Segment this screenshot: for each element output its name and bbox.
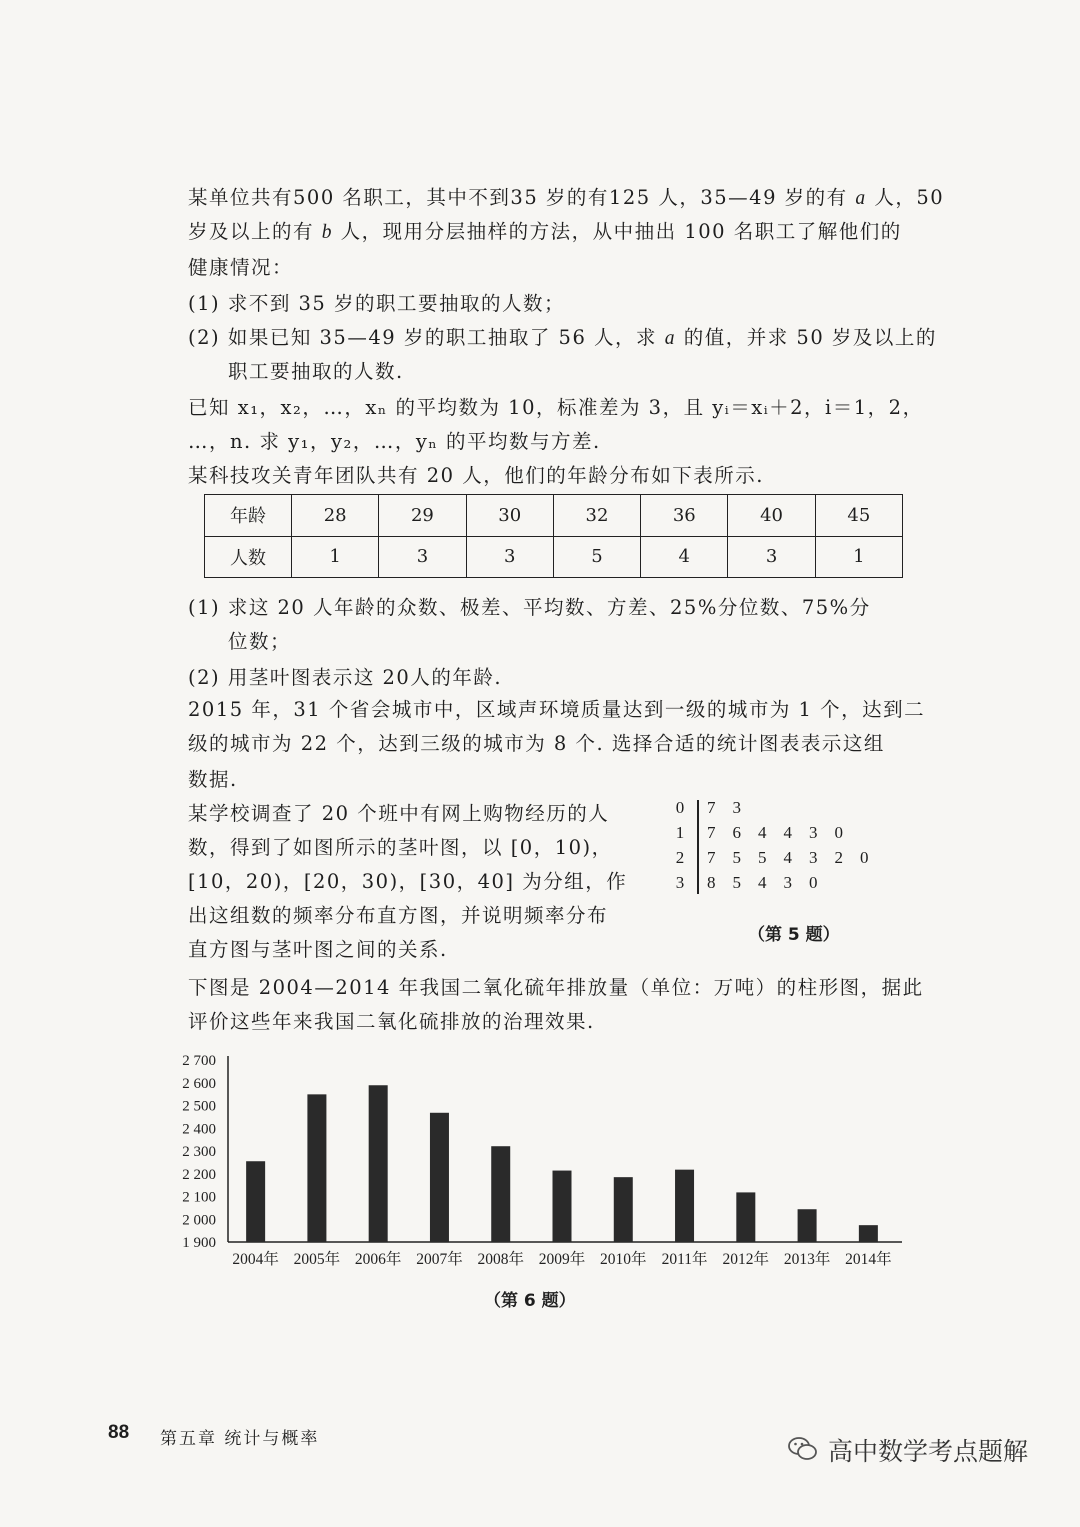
wechat-icon (788, 1436, 818, 1462)
x-tick-label: 2014年 (845, 1251, 892, 1268)
x-tick-label: 2004年 (232, 1251, 279, 1268)
chart-bar (859, 1225, 878, 1242)
leaf: 3 (809, 848, 818, 867)
y-tick-label: 2 100 (182, 1189, 216, 1206)
x-tick-label: 2005年 (293, 1251, 341, 1268)
leaf: 7 (707, 823, 716, 842)
q1-part2-start: (2) 如果已知 35—49 岁的职工抽取了 56 人，求 (188, 326, 658, 349)
q3-part1-a: (1) 求这 20 人年龄的众数、极差、平均数、方差、25%分位数、75%分 (188, 596, 871, 619)
stem-value: 0 (675, 798, 685, 817)
table-cell: 3 (379, 536, 466, 578)
x-tick-label: 2013年 (783, 1251, 831, 1268)
leaf: 0 (809, 873, 818, 892)
x-tick-label: 2007年 (416, 1251, 463, 1268)
y-tick-label: 2 200 (182, 1166, 216, 1183)
table-header-age: 年龄 (205, 495, 292, 537)
leaf: 5 (758, 848, 767, 867)
x-tick-label: 2009年 (538, 1251, 586, 1268)
leaf: 2 (834, 848, 843, 867)
table-cell: 3 (728, 536, 815, 578)
leaf: 4 (783, 823, 792, 842)
y-tick-label: 2 300 (182, 1144, 216, 1160)
stem-divider (697, 800, 699, 894)
leaf: 3 (809, 823, 818, 842)
so2-emission-bar-chart (160, 1040, 920, 1280)
q1-line1-end: 人，50 (874, 186, 945, 209)
figure-5-caption: （第 5 题） (748, 925, 840, 945)
x-tick-label: 2010年 (600, 1251, 647, 1268)
leaf: 3 (732, 798, 741, 817)
chart-bar (614, 1177, 633, 1242)
chart-bar (369, 1085, 388, 1242)
watermark-text: 高中数学考点题解 (828, 1437, 1029, 1466)
stem-value: 2 (675, 848, 685, 867)
q5-line4: 出这组数的频率分布直方图，并说明频率分布 (188, 904, 609, 927)
table-cell: 30 (466, 495, 553, 537)
chapter-title: 第五章 统计与概率 (160, 1429, 320, 1449)
q3-part1-b: 位数； (228, 630, 292, 653)
leaf: 6 (732, 823, 741, 842)
table-cell: 3 (466, 536, 553, 578)
page-number: 88 (108, 1422, 130, 1443)
leaf: 5 (732, 873, 741, 892)
leaf: 3 (783, 873, 792, 892)
q5-line1: 某学校调查了 20 个班中有网上购物经历的人 (188, 802, 610, 825)
leaf: 4 (783, 848, 792, 867)
y-tick-label: 2 000 (182, 1212, 216, 1229)
q6-line1: 下图是 2004—2014 年我国二氧化硫年排放量（单位：万吨）的柱形图，据此 (188, 976, 924, 999)
leaf: 7 (707, 848, 716, 867)
q3-part2: (2) 用茎叶图表示这 20人的年龄. (188, 666, 503, 689)
q5-line5: 直方图与茎叶图之间的关系. (188, 938, 448, 961)
chart-bar (307, 1094, 326, 1242)
leaf: 8 (707, 873, 716, 892)
q1-line2-end: 人，现用分层抽样的方法，从中抽出 100 名职工了解他们的 (340, 220, 902, 243)
q5-line2: 数，得到了如图所示的茎叶图，以 [0，10)， (188, 836, 613, 859)
x-tick-label: 2008年 (477, 1251, 524, 1268)
leaf: 4 (758, 873, 767, 892)
q1-line3: 健康情况： (188, 256, 294, 279)
x-tick-label: 2011年 (661, 1251, 708, 1268)
chart-bar (553, 1171, 572, 1242)
table-cell: 5 (553, 536, 640, 578)
figure-6-caption: （第 6 题） (484, 1291, 576, 1311)
table-cell: 28 (292, 495, 379, 537)
y-tick-label: 1 900 (182, 1235, 216, 1251)
table-row (205, 536, 903, 578)
age-distribution-table (204, 494, 903, 578)
leaf: 4 (758, 823, 767, 842)
chart-bar (430, 1113, 449, 1242)
q3-intro: 某科技攻关青年团队共有 20 人，他们的年龄分布如下表所示. (188, 464, 764, 487)
q4-line2: 级的城市为 22 个，达到三级的城市为 8 个. 选择合适的统计图表表示这组 (188, 732, 885, 755)
table-cell: 45 (815, 495, 902, 537)
q6-line2: 评价这些年来我国二氧化硫排放的治理效果. (188, 1010, 595, 1033)
table-cell: 4 (641, 536, 728, 578)
leaf: 0 (834, 823, 843, 842)
x-tick-label: 2006年 (354, 1251, 402, 1268)
table-cell: 1 (292, 536, 379, 578)
q2-line1: 已知 x₁，x₂，…，xₙ 的平均数为 10，标准差为 3，且 yᵢ＝xᵢ＋2，i＝1，2， (188, 396, 924, 419)
x-tick-label: 2012年 (722, 1251, 770, 1268)
var-a-2: a (664, 328, 677, 349)
var-a: a (855, 188, 867, 209)
q1-part2-line2: 职工要抽取的人数. (228, 360, 404, 383)
chart-bar (246, 1161, 265, 1242)
table-cell: 29 (379, 495, 466, 537)
chart-bar (675, 1170, 694, 1242)
y-tick-label: 2 400 (182, 1121, 216, 1138)
leaf: 0 (860, 848, 869, 867)
q1-part1: (1) 求不到 35 岁的职工要抽取的人数； (188, 292, 566, 315)
leaf: 7 (707, 798, 716, 817)
q1-line1: 某单位共有500 名职工，其中不到35 岁的有125 人，35—49 岁的有 (188, 186, 848, 209)
q4-line1: 2015 年，31 个省会城市中，区域声环境质量达到一级的城市为 1 个，达到二 (188, 698, 926, 721)
q5-line3: [10，20)，[20，30)，[30，40] 为分组，作 (188, 870, 628, 893)
q1-part2-end: 的值，并求 50 岁及以上的 (683, 326, 937, 349)
chart-bar (491, 1146, 510, 1242)
leaf: 5 (732, 848, 741, 867)
stem-value: 3 (675, 873, 685, 892)
table-cell: 32 (553, 495, 640, 537)
table-row (205, 495, 903, 537)
table-cell: 1 (815, 536, 902, 578)
y-tick-label: 2 600 (182, 1075, 216, 1092)
q1-line2-start: 岁及以上的有 (188, 220, 315, 243)
stem-value: 1 (675, 823, 685, 842)
table-header-count: 人数 (205, 536, 292, 578)
y-tick-label: 2 700 (182, 1053, 216, 1069)
table-cell: 36 (641, 495, 728, 537)
var-b: b (321, 222, 333, 243)
y-tick-label: 2 500 (182, 1098, 216, 1115)
q2-line2: …，n. 求 y₁，y₂，…，yₙ 的平均数与方差. (188, 430, 601, 453)
q4-line3: 数据. (188, 768, 238, 791)
chart-bar (736, 1192, 755, 1242)
chart-bar (798, 1209, 817, 1242)
table-cell: 40 (728, 495, 815, 537)
